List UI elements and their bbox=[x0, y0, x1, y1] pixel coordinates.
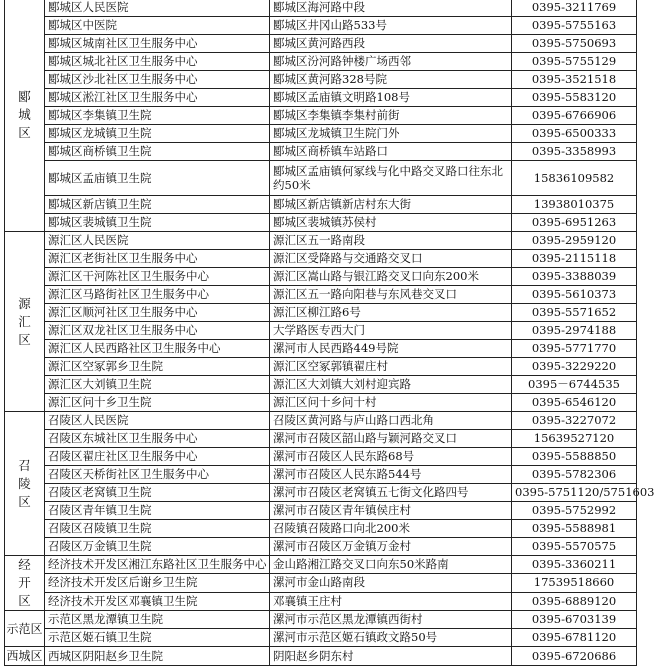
facility-address: 源汇区柳江路6号 bbox=[270, 304, 512, 322]
facility-phone: 0395-5588981 bbox=[512, 520, 637, 538]
facility-address: 郾城区裴城镇苏侯村 bbox=[270, 214, 512, 232]
table-row bbox=[5, 340, 637, 358]
facility-phone: 0395-5610373 bbox=[512, 286, 637, 304]
facility-address: 召陵镇召陵路口向北200米 bbox=[270, 520, 512, 538]
facility-address: 郾城区孟庙镇文明路108号 bbox=[270, 89, 512, 107]
facility-phone: 0395-5782306 bbox=[512, 466, 637, 484]
facility-address: 邓襄镇王庄村 bbox=[270, 592, 512, 610]
facility-name: 郾城区李集镇卫生院 bbox=[45, 107, 270, 125]
facility-name: 召陵区老窝镇卫生院 bbox=[45, 484, 270, 502]
facility-phone: 0395-6766906 bbox=[512, 107, 637, 125]
district-label: 经开区 bbox=[18, 557, 31, 608]
facility-phone: 0395-5755129 bbox=[512, 53, 637, 71]
table-row bbox=[5, 143, 637, 161]
facility-address: 源汇区嵩山路与银江路交叉口向东200米 bbox=[270, 268, 512, 286]
facility-address: 郾城区李集镇李集村前街 bbox=[270, 107, 512, 125]
district-label: 示范区 bbox=[6, 621, 43, 636]
facility-address: 郾城区商桥镇车站路口 bbox=[270, 143, 512, 161]
facility-address: 漯河市示范区黑龙潭镇西街村 bbox=[270, 611, 512, 629]
facility-phone: 0395-5571652 bbox=[512, 304, 637, 322]
facility-address: 郾城区汾河路钟楼广场西邻 bbox=[270, 53, 512, 71]
facility-phone: 0395-5751120/5751603 bbox=[512, 484, 637, 502]
facility-address: 漯河市召陵区万金镇万金村 bbox=[270, 538, 512, 556]
facility-phone: 0395-5588850 bbox=[512, 448, 637, 466]
table-row bbox=[5, 196, 637, 214]
facility-phone: 0395-5755163 bbox=[512, 17, 637, 35]
facility-name: 召陵区青年镇卫生院 bbox=[45, 502, 270, 520]
facility-phone: 0395-5750693 bbox=[512, 35, 637, 53]
district-label: 西城区 bbox=[6, 649, 43, 663]
facility-name: 召陵区翟庄社区卫生服务中心 bbox=[45, 448, 270, 466]
table-row bbox=[5, 161, 637, 196]
district-label: 源汇区 bbox=[18, 295, 31, 347]
table-row bbox=[5, 466, 637, 484]
table-row bbox=[5, 376, 637, 394]
facility-phone: 0395-6889120 bbox=[512, 592, 637, 610]
facility-name: 召陵区人民医院 bbox=[45, 412, 270, 430]
facility-name: 郾城区新店镇卫生院 bbox=[45, 196, 270, 214]
facility-name: 经济技术开发区邓襄镇卫生院 bbox=[45, 592, 270, 610]
table-row bbox=[5, 448, 637, 466]
facility-address: 郾城区龙城镇卫生院门外 bbox=[270, 125, 512, 143]
table-row bbox=[5, 286, 637, 304]
facility-phone: 0395-3227072 bbox=[512, 412, 637, 430]
facility-phone: 0395-5583120 bbox=[512, 89, 637, 107]
facility-address: 阴阳赵乡阴东村 bbox=[270, 647, 512, 666]
facility-name: 郾城区裴城镇卫生院 bbox=[45, 214, 270, 232]
facility-name: 源汇区空冢郭乡卫生院 bbox=[45, 358, 270, 376]
facility-phone: 0395-6546120 bbox=[512, 394, 637, 412]
table-row bbox=[5, 250, 637, 268]
facility-phone: 15639527120 bbox=[512, 430, 637, 448]
facility-name: 郾城区城南社区卫生服务中心 bbox=[45, 35, 270, 53]
table-row bbox=[5, 71, 637, 89]
facility-address: 漯河市召陵区人民东路544号 bbox=[270, 466, 512, 484]
facility-address: 郾城区黄河路西段 bbox=[270, 35, 512, 53]
facility-name: 郾城区龙城镇卫生院 bbox=[45, 125, 270, 143]
hospital-directory-table bbox=[4, 0, 654, 666]
facility-name: 经济技术开发区湘江东路社区卫生服务中心 bbox=[45, 556, 270, 574]
table-row bbox=[5, 322, 637, 340]
table-row bbox=[5, 538, 637, 556]
table-row bbox=[5, 574, 637, 592]
facility-address: 召陵区黄河路与庐山路口西北角 bbox=[270, 412, 512, 430]
facility-name: 源汇区问十乡卫生院 bbox=[45, 394, 270, 412]
facility-phone: 0395-3358993 bbox=[512, 143, 637, 161]
district-cell bbox=[5, 647, 45, 666]
facility-name: 示范区姬石镇卫生院 bbox=[45, 629, 270, 647]
facility-name: 源汇区干河陈社区卫生服务中心 bbox=[45, 268, 270, 286]
facility-phone: 0395-5771770 bbox=[512, 340, 637, 358]
table-row bbox=[5, 268, 637, 286]
facility-name: 源汇区大刘镇卫生院 bbox=[45, 376, 270, 394]
facility-phone: 0395-6951263 bbox=[512, 214, 637, 232]
district-cell bbox=[5, 611, 45, 647]
table-row bbox=[5, 430, 637, 448]
facility-phone: 17539518660 bbox=[512, 574, 637, 592]
table-row bbox=[5, 647, 637, 666]
table-row bbox=[5, 394, 637, 412]
facility-phone: 0395-6703139 bbox=[512, 611, 637, 629]
district-cell bbox=[5, 232, 45, 412]
facility-name: 源汇区顺河社区卫生服务中心 bbox=[45, 304, 270, 322]
facility-name: 源汇区人民医院 bbox=[45, 232, 270, 250]
facility-name: 召陵区天桥街社区卫生服务中心 bbox=[45, 466, 270, 484]
facility-phone: 13938010375 bbox=[512, 196, 637, 214]
facility-address: 漯河市金山路南段 bbox=[270, 574, 512, 592]
table-row bbox=[5, 35, 637, 53]
facility-phone: 0395-3388039 bbox=[512, 268, 637, 286]
facility-name: 召陵区万金镇卫生院 bbox=[45, 538, 270, 556]
table-row bbox=[5, 412, 637, 430]
facility-phone: 0395-3360211 bbox=[512, 556, 637, 574]
facility-phone: 0395-3229220 bbox=[512, 358, 637, 376]
facility-phone: 0395-2115118 bbox=[512, 250, 637, 268]
facility-name: 西城区阴阳赵乡卫生院 bbox=[45, 647, 270, 666]
table-row bbox=[5, 502, 637, 520]
facility-phone: 0395-3211769 bbox=[512, 0, 637, 17]
facility-address: 郾城区黄河路328号院 bbox=[270, 71, 512, 89]
facility-name: 经济技术开发区后谢乡卫生院 bbox=[45, 574, 270, 592]
facility-phone: 0395－6744535 bbox=[512, 376, 637, 394]
facility-name: 源汇区马路街社区卫生服务中心 bbox=[45, 286, 270, 304]
facility-name: 郾城区城北社区卫生服务中心 bbox=[45, 53, 270, 71]
district-cell bbox=[5, 412, 45, 556]
facility-address: 郾城区孟庙镇何冢线与化中路交叉路口往东北约50米 bbox=[270, 161, 512, 196]
table-row bbox=[5, 304, 637, 322]
district-cell bbox=[5, 0, 45, 232]
facility-address: 郾城区海河路中段 bbox=[270, 0, 512, 17]
facility-name: 郾城区人民医院 bbox=[45, 0, 270, 17]
table-row bbox=[5, 556, 637, 574]
facility-name: 源汇区人民西路社区卫生服务中心 bbox=[45, 340, 270, 358]
table-row bbox=[5, 107, 637, 125]
facility-phone: 0395-6781120 bbox=[512, 629, 637, 647]
facility-address: 郾城区井冈山路533号 bbox=[270, 17, 512, 35]
table-body bbox=[5, 0, 654, 666]
facility-address: 源汇区空冢郭镇翟庄村 bbox=[270, 358, 512, 376]
table-row bbox=[5, 89, 637, 107]
facility-name: 召陵区东城社区卫生服务中心 bbox=[45, 430, 270, 448]
facility-name: 源汇区双龙社区卫生服务中心 bbox=[45, 322, 270, 340]
table-row bbox=[5, 520, 637, 538]
facility-name: 郾城区淞江社区卫生服务中心 bbox=[45, 89, 270, 107]
facility-address: 漯河市召陵区青年镇侯庄村 bbox=[270, 502, 512, 520]
facility-phone: 0395-5570575 bbox=[512, 538, 637, 556]
table-row bbox=[5, 17, 637, 35]
table-row bbox=[5, 214, 637, 232]
district-label: 郾城区 bbox=[18, 89, 31, 140]
facility-address: 漯河市示范区姬石镇政文路50号 bbox=[270, 629, 512, 647]
facility-address: 漯河市召陵区韶山路与颖河路交叉口 bbox=[270, 430, 512, 448]
facility-name: 示范区黑龙潭镇卫生院 bbox=[45, 611, 270, 629]
facility-phone: 0395-6720686 bbox=[512, 647, 637, 666]
facility-name: 召陵区召陵镇卫生院 bbox=[45, 520, 270, 538]
facility-address: 源汇区问十乡问十村 bbox=[270, 394, 512, 412]
table-row bbox=[5, 358, 637, 376]
facility-phone: 0395-2959120 bbox=[512, 232, 637, 250]
facility-name: 郾城区孟庙镇卫生院 bbox=[45, 161, 270, 196]
facility-address: 大学路医专西大门 bbox=[270, 322, 512, 340]
district-cell bbox=[5, 556, 45, 611]
table-row bbox=[5, 232, 637, 250]
facility-name: 郾城区中医院 bbox=[45, 17, 270, 35]
table-row bbox=[5, 629, 637, 647]
facility-address: 源汇区大刘镇大刘村迎宾路 bbox=[270, 376, 512, 394]
facility-phone: 0395-2974188 bbox=[512, 322, 637, 340]
facility-name: 郾城区沙北社区卫生服务中心 bbox=[45, 71, 270, 89]
facility-address: 源汇区五一路南段 bbox=[270, 232, 512, 250]
facility-phone: 0395-6500333 bbox=[512, 125, 637, 143]
table-row bbox=[5, 0, 637, 17]
facility-phone: 0395-3521518 bbox=[512, 71, 637, 89]
facility-name: 郾城区商桥镇卫生院 bbox=[45, 143, 270, 161]
facility-address: 漯河市召陵区人民东路68号 bbox=[270, 448, 512, 466]
table-row bbox=[5, 592, 637, 610]
facility-phone: 0395-5752992 bbox=[512, 502, 637, 520]
table-row bbox=[5, 125, 637, 143]
facility-address: 漯河市人民西路449号院 bbox=[270, 340, 512, 358]
facility-phone: 15836109582 bbox=[512, 161, 637, 196]
facility-address: 郾城区新店镇新店村东大街 bbox=[270, 196, 512, 214]
table-row bbox=[5, 611, 637, 629]
facility-address: 源汇区受降路与交通路交叉口 bbox=[270, 250, 512, 268]
table-row bbox=[5, 53, 637, 71]
facility-address: 漯河市召陵区老窝镇五七街文化路四号 bbox=[270, 484, 512, 502]
facility-name: 源汇区老街社区卫生服务中心 bbox=[45, 250, 270, 268]
facility-address: 源汇区五一路向阳巷与东风巷交叉口 bbox=[270, 286, 512, 304]
facility-address: 金山路湘江路交叉口向东50米路南 bbox=[270, 556, 512, 574]
district-label: 召陵区 bbox=[18, 457, 31, 509]
table-row bbox=[5, 484, 637, 502]
